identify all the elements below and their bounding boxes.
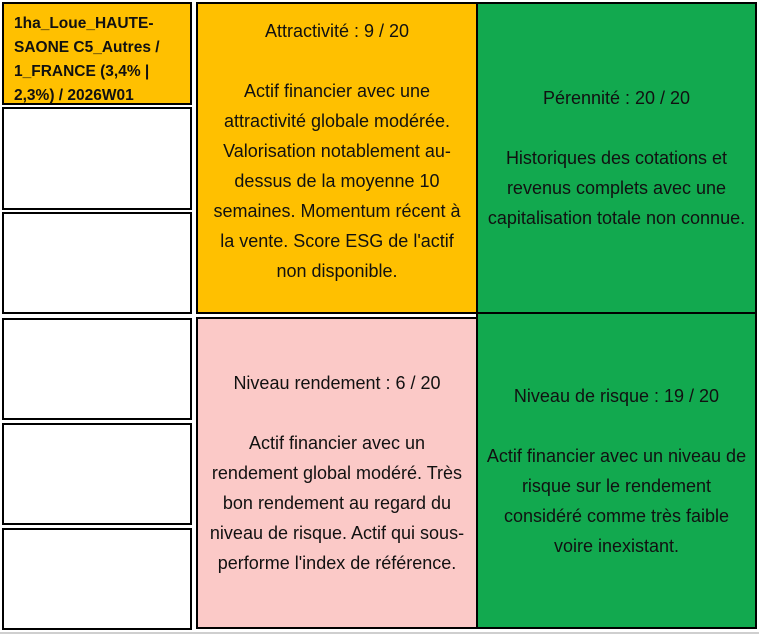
perennite-description: Historiques des cotations et revenus complets avec une capitalisation totale non connue. (487, 148, 746, 228)
sheet-bottom-divider (0, 632, 759, 634)
empty-cell[interactable] (2, 423, 192, 525)
perennite-cell[interactable] (476, 2, 757, 314)
empty-cell[interactable] (2, 107, 192, 210)
attractivite-score: Attractivité : 9 / 20 (264, 21, 410, 41)
empty-cell[interactable] (2, 212, 192, 314)
empty-cell[interactable] (2, 318, 192, 420)
rendement-description: Actif financier avec un rendement global modéré. Très bon rendement au regard du niveau de risque. Actif qui sous-performe l'index de référence. (209, 433, 465, 573)
rendement-cell[interactable] (196, 317, 478, 629)
risque-cell[interactable] (476, 312, 757, 629)
rendement-score: Niveau rendement : 6 / 20 (233, 373, 441, 393)
risque-score: Niveau de risque : 19 / 20 (513, 385, 720, 406)
perennite-score: Pérennité : 20 / 20 (542, 88, 691, 108)
attractivite-description: Actif financier avec une attractivité globale modérée. Valorisation notablement au-dessus de la moyenne 10 semaines. Momentum récent à la vente. Score ESG de l'actif non disponible. (213, 81, 461, 281)
empty-cell[interactable] (2, 528, 192, 630)
attractivite-cell[interactable] (196, 2, 478, 314)
asset-header-cell[interactable]: 1ha_Loue_HAUTE-SAONE C5_Autres / 1_FRANCE (3,4% | 2,3%) / 2026W01 (2, 2, 192, 105)
risque-description: Actif financier avec un niveau de risque sur le rendement considéré comme très faible voire inexistant. (486, 445, 747, 556)
